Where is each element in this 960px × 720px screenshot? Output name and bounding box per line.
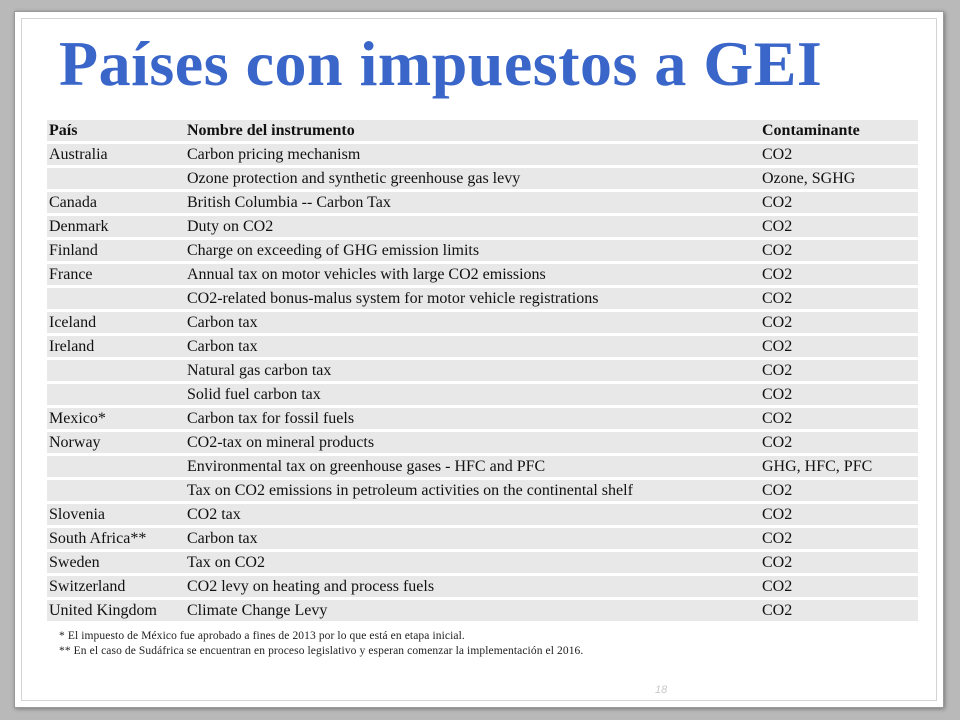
cell-pollutant: CO2 — [760, 288, 918, 309]
footnote-south-africa: ** En el caso de Sudáfrica se encuentran en proceso legislativo y esperan comenzar la implementación el 2016. — [59, 645, 584, 657]
cell-pollutant: CO2 — [760, 240, 918, 261]
cell-pollutant: CO2 — [760, 432, 918, 453]
cell-country — [47, 360, 185, 381]
table-row — [47, 432, 918, 453]
table-body — [47, 144, 918, 621]
table-row — [47, 216, 918, 237]
cell-instrument: Carbon tax for fossil fuels — [185, 408, 760, 429]
cell-instrument: Charge on exceeding of GHG emission limits — [185, 240, 760, 261]
cell-country: Sweden — [47, 552, 185, 573]
cell-country: Denmark — [47, 216, 185, 237]
cell-pollutant: CO2 — [760, 528, 918, 549]
table-row — [47, 144, 918, 165]
cell-country: Iceland — [47, 312, 185, 333]
cell-country — [47, 168, 185, 189]
table-row — [47, 384, 918, 405]
cell-country: Norway — [47, 432, 185, 453]
cell-instrument: Environmental tax on greenhouse gases - HFC and PFC — [185, 456, 760, 477]
cell-country — [47, 480, 185, 501]
cell-instrument: Ozone protection and synthetic greenhouse gas levy — [185, 168, 760, 189]
header-instrument: Nombre del instrumento — [185, 120, 760, 141]
cell-pollutant: CO2 — [760, 552, 918, 573]
cell-country — [47, 288, 185, 309]
page-number: 18 — [655, 684, 668, 696]
cell-pollutant: Ozone, SGHG — [760, 168, 918, 189]
cell-instrument: Climate Change Levy — [185, 600, 760, 621]
footnote-mexico: * El impuesto de México fue aprobado a fines de 2013 por lo que está en etapa inicial. — [59, 630, 465, 642]
cell-pollutant: CO2 — [760, 408, 918, 429]
table-row — [47, 360, 918, 381]
cell-instrument: Carbon pricing mechanism — [185, 144, 760, 165]
table-row — [47, 168, 918, 189]
cell-country: Slovenia — [47, 504, 185, 525]
cell-pollutant: CO2 — [760, 192, 918, 213]
cell-instrument: Solid fuel carbon tax — [185, 384, 760, 405]
cell-pollutant: CO2 — [760, 384, 918, 405]
cell-instrument: Carbon tax — [185, 336, 760, 357]
cell-instrument: British Columbia -- Carbon Tax — [185, 192, 760, 213]
cell-country: Canada — [47, 192, 185, 213]
cell-country: Mexico* — [47, 408, 185, 429]
cell-instrument: Annual tax on motor vehicles with large CO2 emissions — [185, 264, 760, 285]
cell-pollutant: CO2 — [760, 480, 918, 501]
table-row — [47, 600, 918, 621]
table-row — [47, 528, 918, 549]
header-pollutant: Contaminante — [760, 120, 918, 141]
cell-country: United Kingdom — [47, 600, 185, 621]
cell-country: Australia — [47, 144, 185, 165]
cell-instrument: Carbon tax — [185, 312, 760, 333]
cell-instrument: CO2 tax — [185, 504, 760, 525]
cell-country: Ireland — [47, 336, 185, 357]
cell-instrument: CO2 levy on heating and process fuels — [185, 576, 760, 597]
table-row — [47, 576, 918, 597]
cell-instrument: Tax on CO2 — [185, 552, 760, 573]
table-row — [47, 192, 918, 213]
table-row — [47, 456, 918, 477]
cell-country — [47, 456, 185, 477]
cell-pollutant: CO2 — [760, 504, 918, 525]
slide-title: Países con impuestos a GEI — [59, 28, 823, 99]
cell-pollutant: CO2 — [760, 144, 918, 165]
cell-country: Switzerland — [47, 576, 185, 597]
table-header-row — [47, 120, 918, 141]
table-row — [47, 408, 918, 429]
cell-pollutant: CO2 — [760, 216, 918, 237]
cell-pollutant: GHG, HFC, PFC — [760, 456, 918, 477]
table-row — [47, 336, 918, 357]
cell-pollutant: CO2 — [760, 312, 918, 333]
cell-pollutant: CO2 — [760, 360, 918, 381]
table-row — [47, 240, 918, 261]
cell-country: South Africa** — [47, 528, 185, 549]
cell-instrument: Natural gas carbon tax — [185, 360, 760, 381]
cell-instrument: Tax on CO2 emissions in petroleum activities on the continental shelf — [185, 480, 760, 501]
cell-instrument: CO2-tax on mineral products — [185, 432, 760, 453]
slide — [14, 11, 944, 708]
tax-table — [47, 117, 918, 624]
table-row — [47, 312, 918, 333]
table-row — [47, 288, 918, 309]
cell-country: Finland — [47, 240, 185, 261]
footnotes — [59, 629, 583, 659]
cell-country — [47, 384, 185, 405]
cell-pollutant: CO2 — [760, 600, 918, 621]
table-row — [47, 504, 918, 525]
cell-pollutant: CO2 — [760, 576, 918, 597]
cell-pollutant: CO2 — [760, 264, 918, 285]
cell-instrument: Duty on CO2 — [185, 216, 760, 237]
cell-country: France — [47, 264, 185, 285]
cell-pollutant: CO2 — [760, 336, 918, 357]
cell-instrument: Carbon tax — [185, 528, 760, 549]
table-row — [47, 552, 918, 573]
header-country: País — [47, 120, 185, 141]
table-row — [47, 480, 918, 501]
table-row — [47, 264, 918, 285]
cell-instrument: CO2-related bonus-malus system for motor vehicle registrations — [185, 288, 760, 309]
